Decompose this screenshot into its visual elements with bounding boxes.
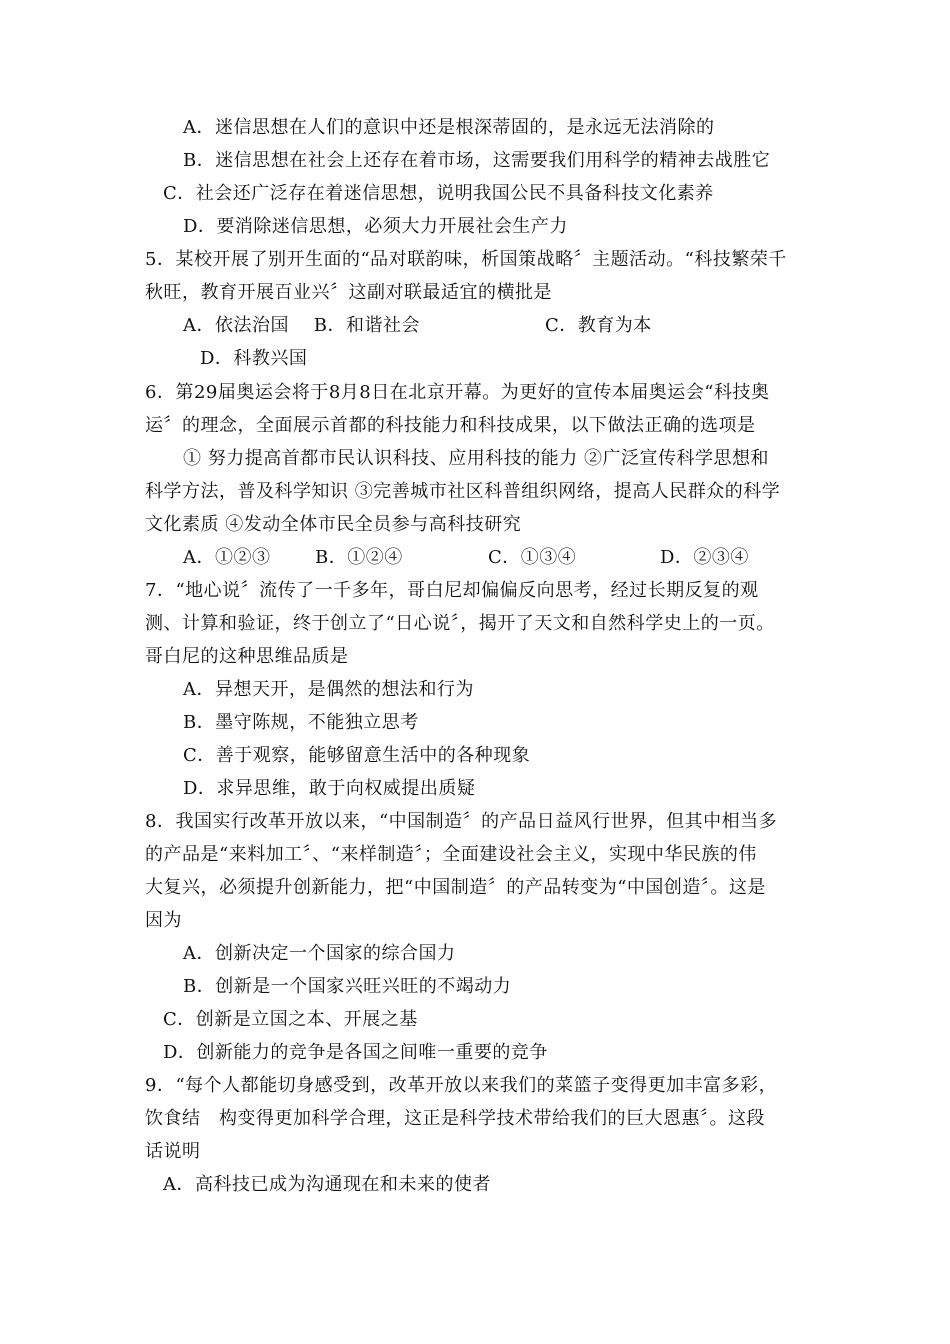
q6-stem-line-1: 6．第29届奥运会将于8月8日在北京开幕。为更好的宣传本届奥运会“科技奥 [145, 382, 770, 403]
q7-stem-line-3: 哥白尼的这种思维品质是 [145, 646, 349, 667]
q4-option-b: B．迷信思想在社会上还存在着市场，这需要我们用科学的精神去战胜它 [183, 150, 771, 171]
q4-option-c: C．社会还广泛存在着迷信思想，说明我国公民不具备科技文化素养 [163, 183, 714, 204]
q6-option-a: A．①②③ [183, 547, 271, 568]
q6-option-c: C．①③④ [488, 547, 577, 568]
q7-option-b: B．墨守陈规，不能独立思考 [183, 712, 419, 733]
q5-stem-line-2: 秋旺，教育开展百业兴〞这副对联最适宜的横批是 [145, 282, 552, 303]
q8-option-b: B．创新是一个国家兴旺兴旺的不竭动力 [183, 976, 512, 997]
q7-option-a: A．异想天开，是偶然的想法和行为 [183, 679, 474, 700]
q8-option-a: A．创新决定一个国家的综合国力 [183, 943, 456, 964]
q9-stem-line-3: 话说明 [145, 1141, 201, 1162]
q5-option-c: C．教育为本 [545, 315, 652, 336]
q8-option-d: D．创新能力的竞争是各国之间唯一重要的竞争 [163, 1042, 548, 1063]
q8-stem-line-4: 因为 [145, 910, 182, 931]
q6-option-d: D．②③④ [660, 547, 749, 568]
q5-options-ab: A．依法治国 B．和谐社会 [183, 315, 420, 336]
q9-option-a: A．高科技已成为沟通现在和未来的使者 [163, 1174, 491, 1195]
q5-option-d: D．科教兴国 [200, 348, 308, 369]
q8-stem-line-3: 大复兴，必须提升创新能力，把“中国制造〞的产品转变为“中国创造〞。这是 [145, 877, 766, 898]
q4-option-a: A．迷信思想在人们的意识中还是根深蒂固的，是永远无法消除的 [183, 117, 715, 138]
q7-option-d: D．求异思维，敢于向权威提出质疑 [183, 778, 476, 799]
q8-stem-line-2: 的产品是“来料加工〞、“来样制造〞；全面建设社会主义，实现中华民族的伟 [145, 844, 757, 865]
q6-option-b: B．①②④ [315, 547, 403, 568]
q8-option-c: C．创新是立国之本、开展之基 [163, 1009, 418, 1030]
q6-statements-line-3: 文化素质 ④发动全体市民全员参与高科技研究 [145, 514, 522, 535]
q9-stem-line-1: 9．“每个人都能切身感受到，改革开放以来我们的菜篮子变得更加丰富多彩， [145, 1075, 778, 1096]
q7-stem-line-1: 7．“地心说〞流传了一千多年，哥白尼却偏偏反向思考，经过长期反复的观 [145, 580, 759, 601]
q7-option-c: C．善于观察，能够留意生活中的各种现象 [183, 745, 531, 766]
q4-option-d: D．要消除迷信思想，必须大力开展社会生产力 [183, 216, 568, 237]
q5-stem-line-1: 5．某校开展了别开生面的“品对联韵味，析国策战略〞主题活动。“科技繁荣千 [145, 249, 787, 270]
q6-statements-line-2: 科学方法，普及科学知识 ③完善城市社区科普组织网络，提高人民群众的科学 [145, 481, 781, 502]
q6-statements-line-1: ① 努力提高首都市民认识科技、应用科技的能力 ②广泛宣传科学思想和 [183, 448, 769, 469]
q8-stem-line-1: 8．我国实行改革开放以来，“中国制造〞的产品日益风行世界，但其中相当多 [145, 811, 778, 832]
q9-stem-line-2: 饮食结 构变得更加科学合理，这正是科学技术带给我们的巨大恩惠〞。这段 [145, 1108, 765, 1129]
q6-stem-line-2: 运〞的理念，全面展示首都的科技能力和科技成果，以下做法正确的选项是 [145, 415, 756, 436]
q7-stem-line-2: 测、计算和验证，终于创立了“日心说〞，揭开了天文和自然科学史上的一页。 [145, 613, 775, 634]
